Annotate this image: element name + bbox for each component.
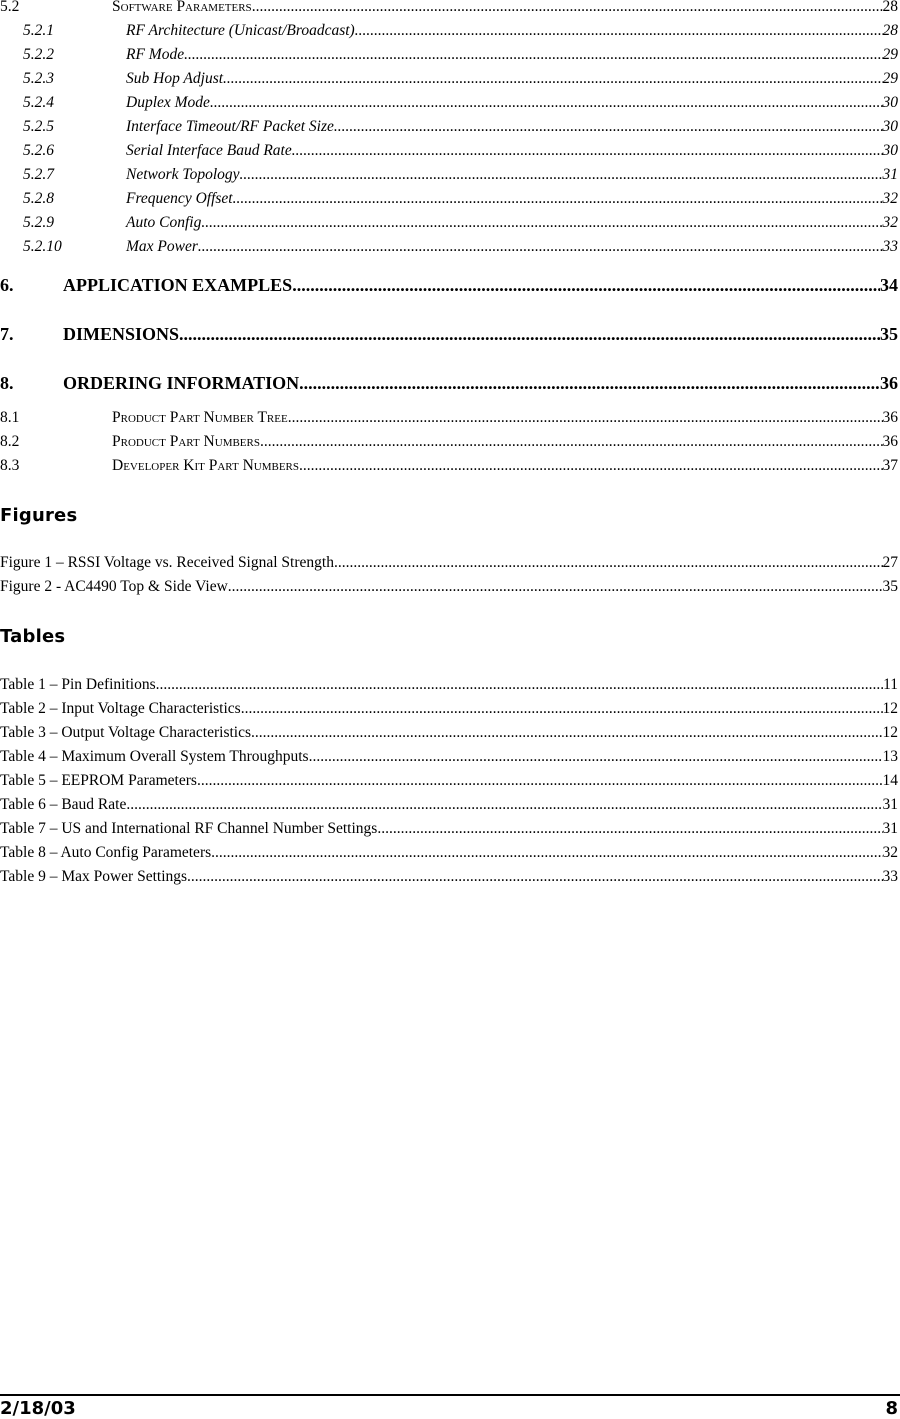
toc-page: 29 <box>882 70 898 87</box>
toc-title: Product Part Number Tree <box>112 409 288 426</box>
toc-page: 36 <box>882 433 898 450</box>
toc-entry[interactable] <box>0 456 898 476</box>
table-entry[interactable] <box>0 843 898 863</box>
toc-title: Auto Config <box>126 214 202 231</box>
table-page: 13 <box>882 748 898 765</box>
toc-page: 37 <box>882 457 898 474</box>
toc-number: 5.2.1 <box>23 22 54 39</box>
toc-number: 5.2.5 <box>23 118 54 135</box>
table-title: Table 2 – Input Voltage Characteristics <box>0 700 241 717</box>
dot-leader <box>156 675 883 695</box>
toc-entry[interactable] <box>0 93 898 113</box>
toc-number: 5.2.8 <box>23 190 54 207</box>
table-entry[interactable] <box>0 675 898 695</box>
dot-leader <box>251 723 882 743</box>
toc-title: APPLICATION EXAMPLES <box>63 275 293 295</box>
toc-entry[interactable] <box>0 371 898 395</box>
toc-page: 34 <box>880 275 898 295</box>
footer-page-number: 8 <box>885 1398 898 1419</box>
toc-entry[interactable] <box>0 408 898 428</box>
dot-leader <box>334 553 883 573</box>
figure-page: 27 <box>882 554 898 571</box>
toc-number: 5.2.3 <box>23 70 54 87</box>
toc-title: DIMENSIONS <box>63 324 180 344</box>
dot-leader <box>334 117 883 137</box>
dot-leader <box>211 843 882 863</box>
toc-entry[interactable] <box>0 117 898 137</box>
toc-page: 28 <box>882 22 898 39</box>
dot-leader <box>233 189 883 209</box>
table-title: Table 6 – Baud Rate <box>0 796 127 813</box>
toc-entry[interactable] <box>0 237 898 257</box>
toc-entry[interactable] <box>0 141 898 161</box>
toc-page: 28 <box>882 0 898 15</box>
dot-leader <box>126 795 882 815</box>
table-page: 12 <box>882 724 898 741</box>
toc-title: Serial Interface Baud Rate <box>126 142 292 159</box>
dot-leader <box>241 699 883 719</box>
footer-rule <box>0 1394 900 1396</box>
dot-leader <box>288 408 883 428</box>
toc-number: 5.2.2 <box>23 46 54 63</box>
toc-entry[interactable] <box>0 45 898 65</box>
toc-page: 30 <box>882 118 898 135</box>
table-entry[interactable] <box>0 747 898 767</box>
table-entry[interactable] <box>0 867 898 887</box>
dot-leader <box>355 21 883 41</box>
toc-entry[interactable] <box>0 21 898 41</box>
table-entry[interactable] <box>0 723 898 743</box>
toc-title: Developer Kit Part Numbers <box>112 457 300 474</box>
toc-title: Duplex Mode <box>126 94 210 111</box>
table-title: Table 5 – EEPROM Parameters <box>0 772 197 789</box>
toc-number: 8. <box>0 373 14 393</box>
table-page: 11 <box>883 676 898 693</box>
dot-leader <box>299 371 880 395</box>
dot-leader <box>292 141 883 161</box>
dot-leader <box>187 867 882 887</box>
tables-heading: Tables <box>0 626 66 647</box>
dot-leader <box>210 93 883 113</box>
toc-title: Interface Timeout/RF Packet Size <box>126 118 334 135</box>
table-title: Table 4 – Maximum Overall System Throughputs <box>0 748 309 765</box>
toc-entry[interactable] <box>0 189 898 209</box>
toc-page: 36 <box>880 373 898 393</box>
toc-page: 29 <box>882 46 898 63</box>
toc-entry[interactable] <box>0 273 898 297</box>
toc-page: 30 <box>882 142 898 159</box>
toc-entry[interactable] <box>0 165 898 185</box>
toc-page: 31 <box>882 166 898 183</box>
table-title: Table 7 – US and International RF Channel Number Settings <box>0 820 378 837</box>
table-page: 14 <box>882 772 898 789</box>
dot-leader <box>299 456 882 476</box>
dot-leader <box>240 165 883 185</box>
table-page: 33 <box>882 868 898 885</box>
table-entry[interactable] <box>0 819 898 839</box>
toc-entry[interactable] <box>0 322 898 346</box>
table-title: Table 3 – Output Voltage Characteristics <box>0 724 252 741</box>
toc-title: ORDERING INFORMATION <box>63 373 300 393</box>
figure-entry[interactable] <box>0 553 898 573</box>
table-entry[interactable] <box>0 699 898 719</box>
toc-title: RF Architecture (Unicast/Broadcast) <box>126 22 355 39</box>
toc-title: Frequency Offset <box>126 190 233 207</box>
toc-number: 8.1 <box>0 409 20 426</box>
footer-date: 2/18/03 <box>0 1398 76 1419</box>
dot-leader <box>260 432 883 452</box>
toc-number: 5.2.7 <box>23 166 54 183</box>
dot-leader <box>179 322 880 346</box>
toc-number: 8.3 <box>0 457 20 474</box>
toc-entry[interactable] <box>0 432 898 452</box>
toc-page: 32 <box>882 190 898 207</box>
toc-entry[interactable] <box>0 213 898 233</box>
table-entry[interactable] <box>0 771 898 791</box>
table-page: 12 <box>882 700 898 717</box>
figure-title: Figure 1 – RSSI Voltage vs. Received Signal Strength <box>0 554 334 571</box>
dot-leader <box>377 819 882 839</box>
toc-number: 8.2 <box>0 433 20 450</box>
toc-number: 5.2.6 <box>23 142 54 159</box>
table-page: 31 <box>882 820 898 837</box>
toc-title: Product Part Numbers <box>112 433 260 450</box>
dot-leader <box>184 45 882 65</box>
table-page: 32 <box>882 844 898 861</box>
figure-entry[interactable] <box>0 577 898 597</box>
table-entry[interactable] <box>0 795 898 815</box>
table-title: Table 8 – Auto Config Parameters <box>0 844 212 861</box>
toc-page: 36 <box>882 409 898 426</box>
dot-leader <box>223 69 882 89</box>
dot-leader <box>309 747 883 767</box>
dot-leader <box>292 273 880 297</box>
toc-page: 32 <box>882 214 898 231</box>
toc-number: 5.2.4 <box>23 94 54 111</box>
table-title: Table 9 – Max Power Settings <box>0 868 188 885</box>
toc-title: Software Parameters <box>112 0 252 15</box>
figure-page: 35 <box>882 578 898 595</box>
dot-leader <box>228 577 883 597</box>
table-page: 31 <box>882 796 898 813</box>
toc-title: Network Topology <box>126 166 240 183</box>
toc-title: Max Power <box>126 238 198 255</box>
dot-leader <box>197 771 883 791</box>
toc-number: 5.2.10 <box>23 238 62 255</box>
toc-title: RF Mode <box>126 46 185 63</box>
dot-leader <box>201 213 882 233</box>
toc-page: 35 <box>880 324 898 344</box>
dot-leader <box>252 0 883 17</box>
figures-heading: Figures <box>0 505 78 526</box>
toc-number: 5.2 <box>0 0 20 15</box>
toc-entry[interactable] <box>0 0 898 17</box>
figure-title: Figure 2 - AC4490 Top & Side View <box>0 578 228 595</box>
dot-leader <box>198 237 883 257</box>
toc-number: 5.2.9 <box>23 214 54 231</box>
toc-page: 30 <box>882 94 898 111</box>
toc-number: 7. <box>0 324 14 344</box>
toc-page: 33 <box>882 238 898 255</box>
toc-title: Sub Hop Adjust <box>126 70 224 87</box>
toc-entry[interactable] <box>0 69 898 89</box>
table-title: Table 1 – Pin Definitions <box>0 676 156 693</box>
toc-number: 6. <box>0 275 14 295</box>
